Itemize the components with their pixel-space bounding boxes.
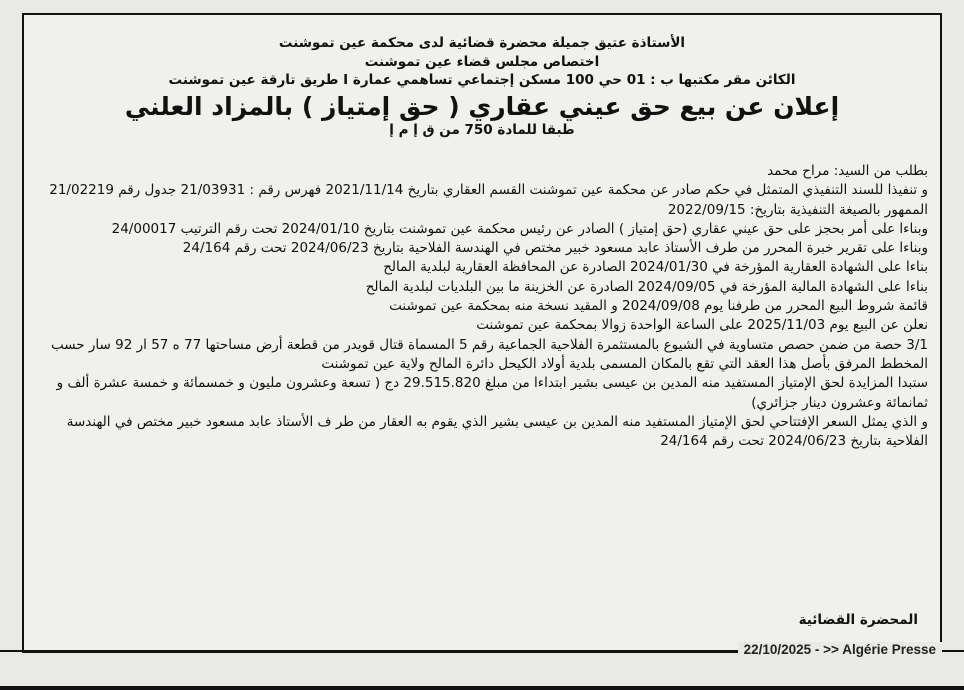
bailiff-name: الأستاذة عتيق جميلة محضرة قضائية لدى محكمة عين تموشنت bbox=[278, 35, 686, 51]
requester: بطلب من السيد: مراح محمد bbox=[767, 163, 928, 179]
enforcement-title: و تنفيذا للسند التنفيذي المتمثل في حكم صادر عن محكمة عين تموشنت القسم العقاري بتاريخ 2021/11/14 فهرس رقم : 21/03931 جدول رقم 21/02219 الممهور بالصيغة التنفيذية بتاريخ: 2022/09/15 bbox=[49, 182, 928, 218]
expert-report: وبناءا على تقرير خبرة المحرر من طرف الأستاذ عابد مسعود خبير مختص في الهندسة الفلاحية بتاريخ 2024/06/23 تحت رقم 24/164 bbox=[182, 240, 928, 257]
notice-header bbox=[24, 15, 940, 90]
land-certificate: بناءا على الشهادة العقارية المؤرخة في 2024/01/30 الصادرة عن المحافظة العقارية لبلدية المالح bbox=[383, 259, 928, 276]
property-description: 3/1 حصة من ضمن حصص متساوية في الشيوع بالمستثمرة الفلاحية الجماعية رقم 5 المسماة قتال قويدر من قطعة أرض مساحتها 77 ه 57 ار 92 سار حسب المخطط المرفق بأصل هذا العقد التي تقع بالمكان المسمى بلدية أولاد الكيحل دائرة المالح ولاية عين تموشنت bbox=[50, 336, 928, 372]
sale-date: نعلن عن البيع يوم 2025/11/03 على الساعة الواحدة زوالا بمحكمة عين تموشنت bbox=[476, 317, 928, 334]
financial-certificate: بناءا على الشهادة المالية المؤرخة في 2024/09/05 الصادرة عن الخزينة ما بين البلديات لبلدية المالح bbox=[365, 278, 928, 295]
signature: المحضرة القضائية bbox=[798, 612, 918, 628]
notice-body bbox=[36, 162, 928, 451]
starting-bid: ستبدا المزايدة لحق الإمتياز المستفيد منه المدين بن عيسى بشير ابتداءا من مبلغ 29.515.820 دج ( تسعة وعشرون مليون و خمسمائة و خمسة عشرة ألف و ثمانمائة وعشرون دينار جزائري) bbox=[56, 375, 928, 411]
office-address: الكائن مقر مكتبها ب : 01 حي 100 مسكن إجتماعي تساهمي عمارة I طريق تارقة عين تموشنت bbox=[168, 72, 796, 88]
sale-conditions: قائمة شروط البيع المحرر من طرفنا يوم 2024/09/08 و المقيد نسخة منه بمحكمة عين تموشنت bbox=[389, 298, 928, 315]
jurisdiction: اختصاص مجلس قضاء عين تموشنت bbox=[364, 53, 600, 70]
legal-notice bbox=[22, 13, 942, 653]
opening-price: و الذي يمثل السعر الإفتتاحي لحق الإمتياز المستفيد منه المدين بن عيسى بشير الذي يقوم به العقار من طر ف الأستاذ عابد مسعود خبير مختص في الهندسة الفلاحية بتاريخ 2024/06/23 تحت رقم 24/164 bbox=[66, 413, 928, 450]
notice-subtitle: طبقا للمادة 750 من ق إ م إ bbox=[389, 121, 575, 138]
bottom-rule bbox=[0, 686, 964, 690]
footer-source: 22/10/2025 - >> Algérie Presse bbox=[738, 642, 942, 657]
notice-title: إعلان عن بيع حق عيني عقاري ( حق إمتياز ) بالمزاد العلني bbox=[124, 91, 840, 121]
seizure-order: وبناءا على أمر بحجز على حق عيني عقاري (حق إمتياز ) الصادر عن رئيس محكمة عين تموشنت بتاريخ 2024/01/10 تحت رقم الترتيب 24/00017 bbox=[111, 220, 928, 237]
